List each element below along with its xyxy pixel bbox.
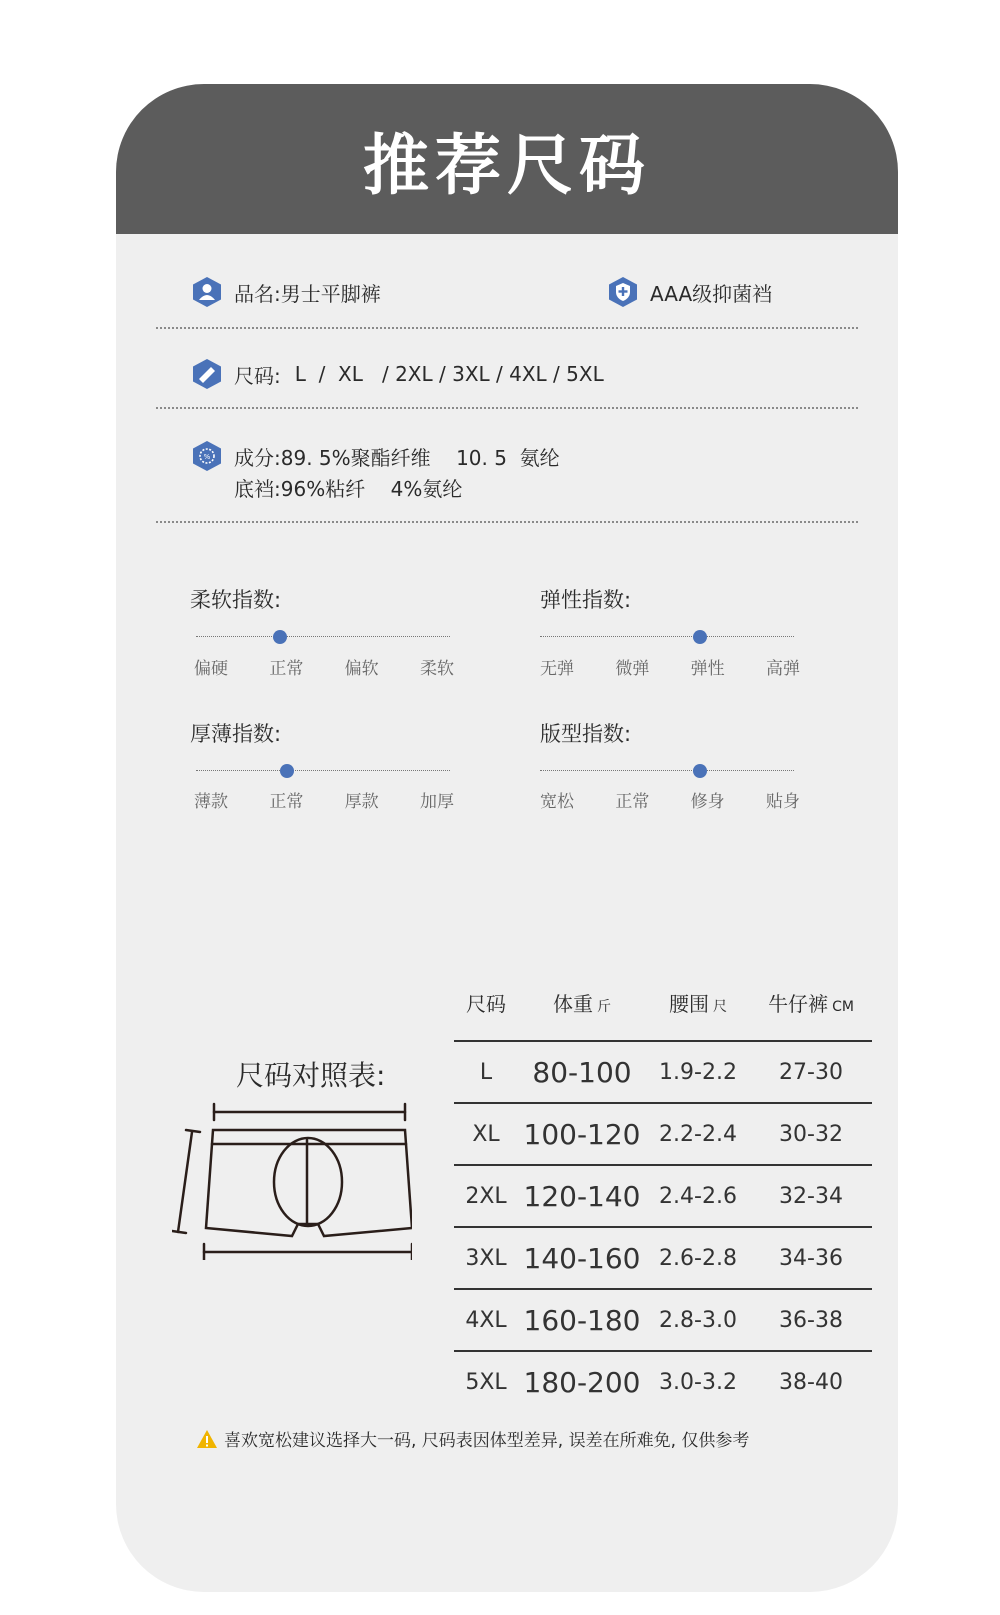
- scale-label: 柔软: [419, 659, 454, 679]
- table-row: [454, 1042, 872, 1104]
- scale-label: 修身: [690, 792, 725, 812]
- table-row: [454, 1228, 872, 1290]
- cell: XL: [472, 1121, 500, 1147]
- scale-label: 加厚: [419, 792, 454, 812]
- cell: 160-180: [523, 1303, 641, 1337]
- divider: [156, 407, 858, 409]
- cell: 120-140: [523, 1179, 641, 1213]
- cell: 3XL: [465, 1245, 507, 1271]
- softness-scale: [196, 630, 450, 644]
- crotch-label: 底裆:: [234, 477, 281, 501]
- sizes-label: 尺码:: [234, 363, 281, 388]
- thickness-scale: [196, 764, 450, 778]
- scale-label: 正常: [269, 792, 304, 812]
- cell: L: [479, 1059, 493, 1085]
- cell: 38-40: [779, 1369, 843, 1395]
- cell: 180-200: [523, 1365, 641, 1399]
- scale-label: 正常: [269, 659, 304, 679]
- fit-labels: [540, 787, 800, 812]
- table-row: [454, 1352, 872, 1412]
- svg-text:%: %: [203, 453, 211, 461]
- page-title: 推荐尺码: [363, 126, 651, 204]
- size-table: [454, 964, 872, 1412]
- cell: 30-32: [779, 1121, 843, 1147]
- cell: 3.0-3.2: [659, 1369, 737, 1395]
- sizes-value: L / XL / 2XL / 3XL / 4XL / 5XL: [294, 362, 604, 386]
- cell: 5XL: [465, 1369, 507, 1395]
- thickness-labels: [194, 787, 454, 812]
- fit-title: 版型指数:: [540, 722, 632, 746]
- cell: 27-30: [779, 1059, 843, 1085]
- cell: 140-160: [523, 1241, 641, 1275]
- scale-marker: [693, 764, 707, 778]
- feature-row: [608, 276, 772, 308]
- feature-text: AAA级抑菌裆: [650, 281, 773, 306]
- ruler-icon: [192, 358, 222, 390]
- table-row: [454, 1290, 872, 1352]
- card-header: [116, 84, 898, 234]
- elasticity-scale: [540, 630, 794, 644]
- product-label: 品名:: [234, 281, 281, 306]
- cell: 2.8-3.0: [659, 1307, 737, 1333]
- scale-label: 薄款: [194, 792, 228, 812]
- table-title: 尺码对照表:: [236, 1059, 386, 1092]
- header-jeans: 牛仔裤 CM: [768, 991, 854, 1016]
- scale-label: 厚款: [344, 792, 379, 812]
- cell: 2.2-2.4: [659, 1121, 737, 1147]
- elasticity-labels: [540, 654, 800, 679]
- thickness-title: 厚薄指数:: [190, 722, 282, 746]
- cell: 2.6-2.8: [659, 1245, 737, 1271]
- table-row: [454, 1104, 872, 1166]
- cell: 2XL: [465, 1183, 507, 1209]
- scale-label: 弹性: [690, 659, 725, 679]
- softness-title: 柔软指数:: [190, 588, 282, 612]
- header-size: 尺码: [466, 991, 506, 1016]
- boxer-diagram: [172, 1100, 412, 1260]
- scale-label: 高弹: [765, 659, 800, 679]
- product-value: 男士平脚裤: [280, 281, 381, 306]
- product-name-row: [192, 276, 381, 308]
- composition-label: 成分:: [234, 445, 281, 470]
- scale-marker: [273, 630, 287, 644]
- sizes-row: [192, 358, 604, 390]
- composition-row: [192, 440, 560, 472]
- cell: 4XL: [465, 1307, 507, 1333]
- table-header: [454, 964, 872, 1042]
- scale-label: 宽松: [540, 792, 574, 812]
- scale-label: 贴身: [765, 792, 800, 812]
- header-waist: 腰围 尺: [669, 991, 727, 1016]
- divider: [156, 327, 858, 329]
- scale-label: 偏硬: [194, 659, 228, 679]
- scale-label: 偏软: [344, 659, 379, 679]
- person-icon: [192, 276, 222, 308]
- cell: 100-120: [523, 1117, 641, 1151]
- cell: 1.9-2.2: [659, 1059, 737, 1085]
- composition-value: 89. 5%聚酯纤维 10. 5 氨纶: [280, 445, 560, 470]
- scale-marker: [693, 630, 707, 644]
- shield-plus-icon: [608, 276, 638, 308]
- note-text: 喜欢宽松建议选择大一码, 尺码表因体型差异, 误差在所难免, 仅供参考: [224, 1431, 750, 1451]
- scale-label: 微弹: [615, 659, 650, 679]
- scale-label: 无弹: [540, 659, 574, 679]
- size-card: [116, 84, 898, 1592]
- softness-labels: [194, 654, 454, 679]
- header-weight: 体重 斤: [553, 991, 611, 1016]
- cell: 32-34: [779, 1183, 843, 1209]
- cell: 2.4-2.6: [659, 1183, 737, 1209]
- warning-icon: [196, 1429, 218, 1449]
- cell: 36-38: [779, 1307, 843, 1333]
- crotch-value: 96%粘纤 4%氨纶: [280, 477, 463, 501]
- scale-label: 正常: [615, 792, 650, 812]
- table-row: [454, 1166, 872, 1228]
- scale-marker: [280, 764, 294, 778]
- divider: [156, 521, 858, 523]
- crotch-row: [234, 473, 462, 502]
- cell: 34-36: [779, 1245, 843, 1271]
- elasticity-title: 弹性指数:: [540, 588, 632, 612]
- cell: 80-100: [532, 1055, 632, 1089]
- fit-scale: [540, 764, 794, 778]
- disclaimer-note: [196, 1426, 749, 1451]
- fabric-icon: [192, 440, 222, 472]
